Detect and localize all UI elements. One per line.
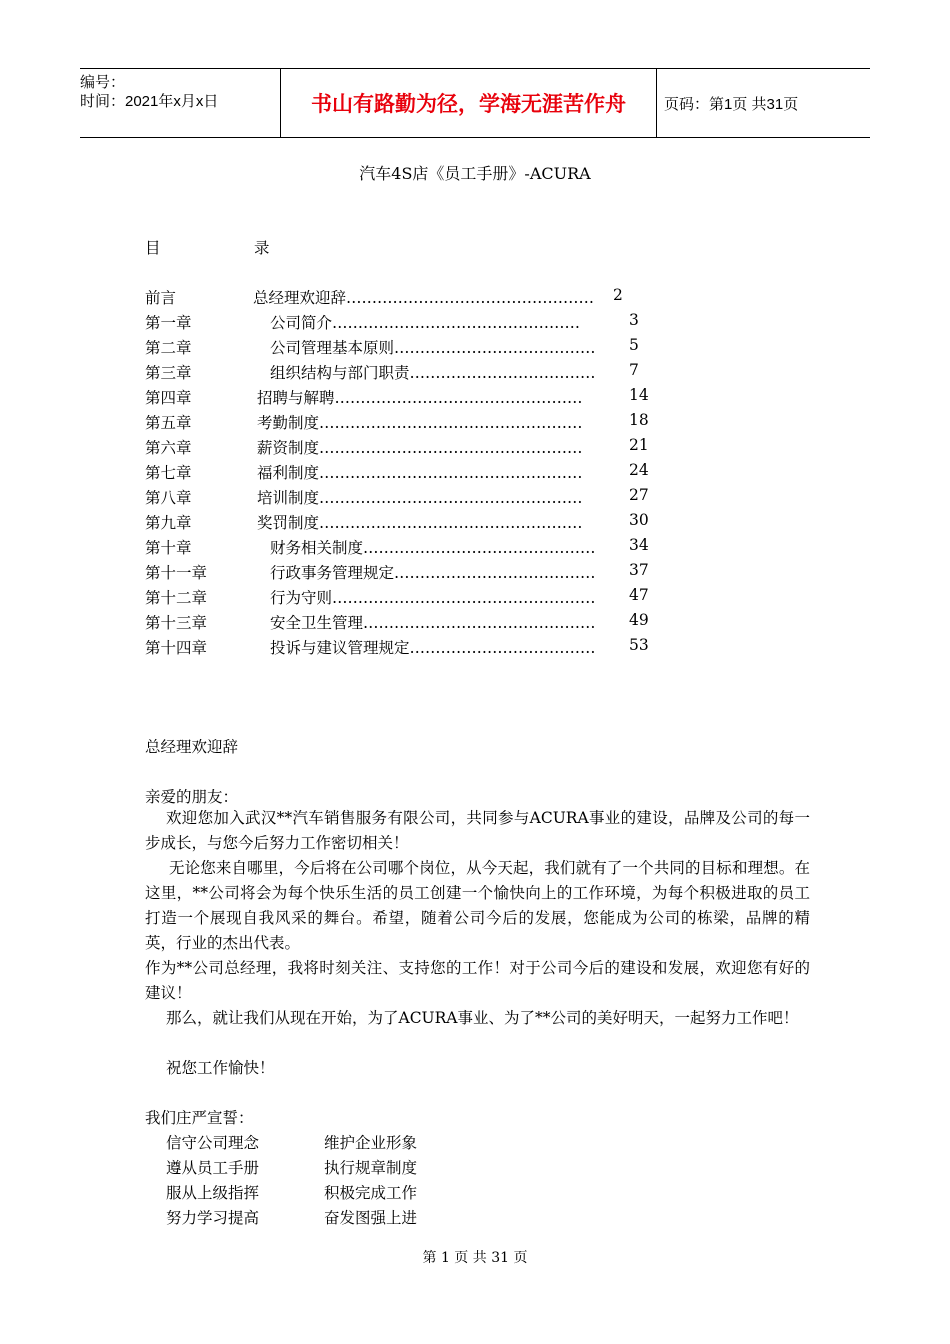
toc-page: 47 (629, 586, 649, 604)
welcome-paragraph-1: 欢迎您加入武汉**汽车销售服务有限公司，共同参与ACURA事业的建设，品牌及公司的每一步成长，与您今后努力工作密切相关！ (145, 809, 810, 852)
toc-page: 30 (629, 511, 649, 529)
toc-chapter: 第十三章 (145, 614, 208, 632)
toc-heading-left: 目 (145, 239, 161, 257)
toc-title: 财务相关制度……………………………………… (270, 539, 596, 557)
toc-title: 福利制度…………………………………………… (257, 464, 583, 482)
oath-item: 执行规章制度 (324, 1159, 418, 1177)
page-header (80, 68, 870, 138)
toc-chapter: 第九章 (145, 514, 192, 532)
welcome-paragraph-4: 那么，就让我们从现在开始，为了ACURA事业、为了**公司的美好明天，一起努力工作吧！ (166, 1009, 799, 1027)
toc-page: 34 (629, 536, 649, 554)
oath-heading: 我们庄严宣誓： (145, 1109, 254, 1127)
time-label: 时间：2021年x月x日 (80, 93, 219, 110)
page-footer: 第 1 页 共 31 页 (422, 1250, 528, 1266)
welcome-heading: 总经理欢迎辞 (145, 738, 239, 756)
number-label: 编号： (80, 74, 126, 91)
toc-title: 行为守则…………………………………………… (270, 589, 596, 607)
welcome-greeting: 亲爱的朋友： (145, 788, 239, 806)
oath-item: 奋发图强上进 (324, 1209, 418, 1227)
toc-chapter: 第七章 (145, 464, 192, 482)
toc-title: 行政事务管理规定………………………………… (270, 564, 596, 582)
toc-title: 总经理欢迎辞………………………………………… (253, 289, 595, 307)
toc-title: 考勤制度…………………………………………… (257, 414, 583, 432)
toc-title: 培训制度…………………………………………… (257, 489, 583, 507)
toc-title: 奖罚制度…………………………………………… (257, 514, 583, 532)
toc-title: 公司管理基本原则………………………………… (270, 339, 596, 357)
oath-item: 信守公司理念 (166, 1134, 260, 1152)
toc-page: 21 (629, 436, 649, 454)
toc-heading-right: 录 (254, 239, 270, 257)
toc-page: 24 (629, 461, 649, 479)
oath-item: 努力学习提高 (166, 1209, 260, 1227)
toc-page: 3 (629, 311, 639, 329)
toc-title: 安全卫生管理……………………………………… (270, 614, 596, 632)
toc-page: 7 (629, 361, 639, 379)
toc-chapter: 第八章 (145, 489, 192, 507)
toc-chapter: 第三章 (145, 364, 192, 382)
toc-chapter: 第十章 (145, 539, 192, 557)
toc-chapter: 第一章 (145, 314, 192, 332)
toc-page: 14 (629, 386, 649, 404)
oath-item: 遵从员工手册 (166, 1159, 260, 1177)
toc-chapter: 第二章 (145, 339, 192, 357)
toc-page: 2 (613, 286, 623, 304)
toc-page: 5 (629, 336, 639, 354)
welcome-paragraph-5: 祝您工作愉快！ (166, 1059, 275, 1077)
toc-chapter: 第十二章 (145, 589, 208, 607)
toc-title: 组织结构与部门职责……………………………… (270, 364, 596, 382)
header-page-info: 页码：第1页 共31页 (664, 95, 799, 113)
toc-page: 18 (629, 411, 649, 429)
header-meta (80, 69, 280, 137)
toc-chapter: 第六章 (145, 439, 192, 457)
toc-chapter: 第十四章 (145, 639, 208, 657)
toc-chapter: 前言 (145, 289, 177, 307)
toc-chapter: 第五章 (145, 414, 192, 432)
toc-page: 27 (629, 486, 649, 504)
toc-page: 37 (629, 561, 649, 579)
header-motto: 书山有路勤为径，学海无涯苦作舟 (280, 69, 657, 137)
document-title: 汽车4S店《员工手册》-ACURA (359, 164, 591, 183)
toc-title: 公司简介………………………………………… (270, 314, 581, 332)
welcome-paragraph-3: 作为**公司总经理，我将时刻关注、支持您的工作！对于公司今后的建设和发展，欢迎您有好的建议！ (145, 959, 810, 1002)
toc-chapter: 第十一章 (145, 564, 208, 582)
toc-title: 招聘与解聘………………………………………… (257, 389, 583, 407)
welcome-paragraph-2: 无论您来自哪里，今后将在公司哪个岗位，从今天起，我们就有了一个共同的目标和理想。在这里，**公司将会为每个快乐生活的员工创建一个愉快向上的工作环境，为每个积极进取的员工打造一个展现自我风采的舞台。希望，随着公司今后的发展，您能成为公司的栋梁，品牌的精英，行业的杰出代表。 (145, 859, 810, 952)
toc-title: 薪资制度…………………………………………… (257, 439, 583, 457)
toc-page: 53 (629, 636, 649, 654)
toc-page: 49 (629, 611, 649, 629)
toc-title: 投诉与建议管理规定……………………………… (270, 639, 596, 657)
oath-item: 服从上级指挥 (166, 1184, 260, 1202)
oath-item: 维护企业形象 (324, 1134, 418, 1152)
oath-item: 积极完成工作 (324, 1184, 418, 1202)
toc-chapter: 第四章 (145, 389, 192, 407)
